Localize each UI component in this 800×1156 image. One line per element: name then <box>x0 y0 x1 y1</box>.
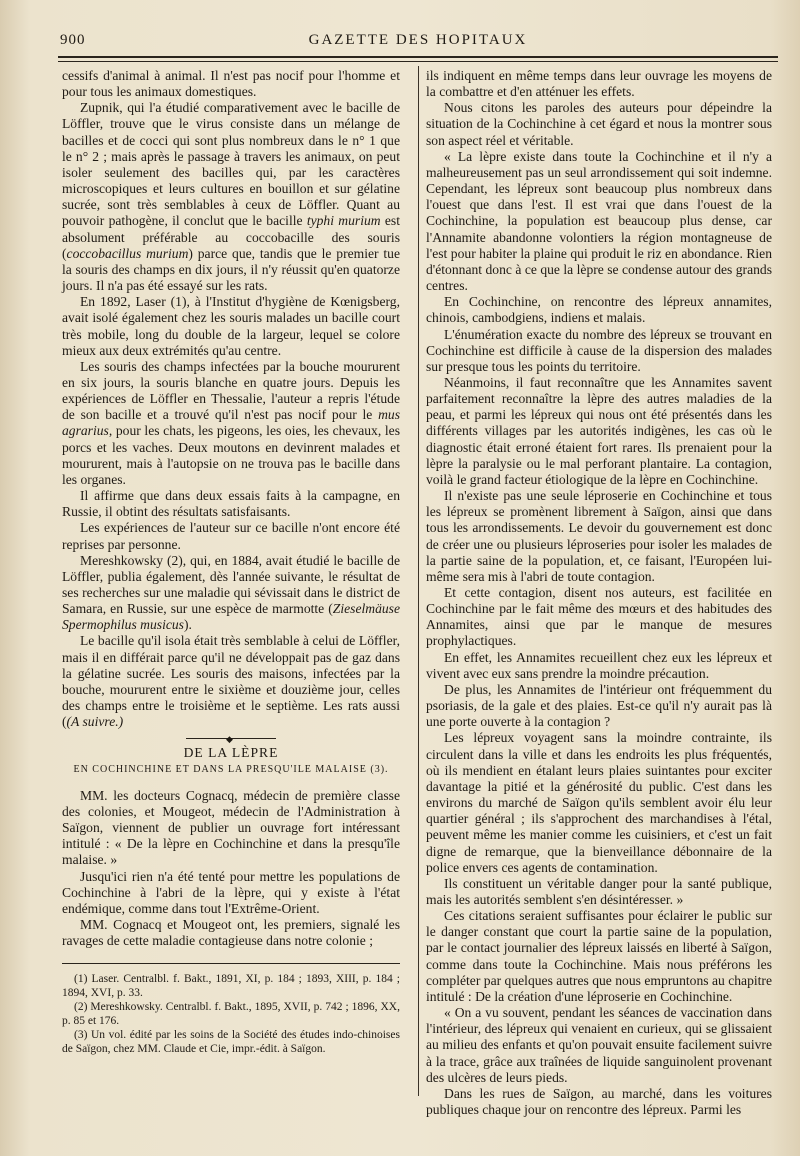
paragraph: Ils constituent un véritable danger pour la santé publique, mais les autorités semblent s'en désintéresser. » <box>426 875 772 907</box>
paragraph: Les lépreux voyagent sans la moindre contrainte, ils circulent dans la ville et dans les endroits les plus fréquentés, où ils mendient en étalant leurs plaies suintantes pour exciter davantage la pitié et la générosité du public. C'est dans les environs du marché de Saïgon qu'ils semblent avoir élu leur quartier général ; ils s'approchent des marchandises à l'étal, peuvent même les manier comme les cuisiniers, et c'est un fait digne de remarque, que la bienveillance débonnaire de la police envers ces agents de contamination. <box>426 730 772 875</box>
header-rule-thick <box>58 56 778 58</box>
section-subtitle: EN COCHINCHINE ET DANS LA PRESQU'ILE MALAISE (3). <box>73 763 389 775</box>
column-separator <box>418 66 419 1096</box>
footnote: (2) Mereshkowsky. Centralbl. f. Bakt., 1895, XVII, p. 742 ; 1896, XX, p. 85 et 176. <box>62 1001 400 1028</box>
footnote: (3) Un vol. édité par les soins de la Société des études indo-chinoises de Saïgon, chez MM. Claude et Cie, impr.-édit. à Saïgon. <box>62 1029 400 1056</box>
paragraph: ils indiquent en même temps dans leur ouvrage les moyens de la combattre et d'en atténuer les effets. <box>426 68 772 100</box>
footnote: (1) Laser. Centralbl. f. Bakt., 1891, XI, p. 184 ; 1893, XIII, p. 184 ; 1894, XVI, p. 33. <box>62 973 400 1000</box>
paragraph: Mereshkowsky (2), qui, en 1884, avait étudié le bacille de Löffler, publia également, dès l'année suivante, le résultat de ses recherches sur une maladie qui sévissait dans le district de Samara, en Russie, sur une espèce de marmotte (Zieselmäuse Spermophilus musicus). <box>62 552 400 633</box>
paragraph: Il n'existe pas une seule léproserie en Cochinchine et tous les lépreux se promènent librement à Saïgon, ainsi que dans tous les arrondissements. Le devoir du gouvernement est donc de créer une ou plusieurs léproseries pour isoler les malades de la partie saine de la population, et, ce faisant, l'Européen lui-même sera mis à l'abri de toute contagion. <box>426 488 772 584</box>
paragraph: Et cette contagion, disent nos auteurs, est facilitée en Cochinchine par le fait même des mœurs et des habitudes des Annamites, ainsi que par le manque de mesures prophylactiques. <box>426 585 772 649</box>
page-header <box>58 30 778 52</box>
paragraph: L'énumération exacte du nombre des lépreux se trouvant en Cochinchine est difficile à cause de la dispersion des malades sur presque tous les points du territoire. <box>426 326 772 374</box>
paragraph: En Cochinchine, on rencontre des lépreux annamites, chinois, cambodgiens, indiens et malais. <box>426 294 772 326</box>
paragraph: Néanmoins, il faut reconnaître que les Annamites savent parfaitement reconnaître la lèpre des autres maladies de la peau, et parmi les lépreux qui nous ont été présentés dans les différents villages par les autorités indigènes, les cas où le diagnostic était erroné étaient fort rares. Ils prenaient pour la lèpre la paralysie ou le mal perforant plantaire. La contagion, voilà le grand facteur étiologique de la lèpre en Cochinchine. <box>426 374 772 487</box>
paragraph: « La lèpre existe dans toute la Cochinchine et il n'y a malheureusement pas un seul arrondissement qui soit indemne. Cependant, les lépreux sont beaucoup plus nombreux dans l'ouest que dans l'est. Il est vrai que dans l'ouest de la Cochinchine, la population est beaucoup plus dense, car l'Annamite abandonne volontiers la région montagneuse de l'est pour habiter la plaine qui produit le riz en abondance. Rien d'étonnant donc à ce que la lèpre se condense autour des grands centres. <box>426 148 772 294</box>
paragraph: Jusqu'ici rien n'a été tenté pour mettre les populations de Cochinchine à l'abri de la lèpre, qui y existe à l'état endémique, comme dans tout l'Extrême-Orient. <box>62 868 400 916</box>
paragraph: « On a vu souvent, pendant les séances de vaccination dans l'intérieur, des lépreux qui venaient en curieux, qui se glissaient au milieu des enfants et qu'on pouvait ensuite facilement suivre à la trace, grâce aux traînées de liquide sanguinolent provenant des ulcères de leurs pieds. <box>426 1005 772 1085</box>
paragraph: Il affirme que dans deux essais faits à la campagne, en Russie, il obtint des résultats satisfaisants. <box>62 488 400 520</box>
paragraph: En 1892, Laser (1), à l'Institut d'hygiène de Kœnigsberg, avait isolé également chez les souris malades un bacille court très mobile, long du double de la largeur, lequel se colore mieux aux deux extrémités qu'au centre. <box>62 294 400 358</box>
page-number: 900 <box>60 32 86 48</box>
to-be-continued: (A suivre.) <box>66 714 124 730</box>
journal-title: GAZETTE DES HOPITAUX <box>308 32 528 48</box>
header-rule-thin <box>58 61 778 62</box>
paragraph: Le bacille qu'il isola était très semblable à celui de Löffler, mais il en différait parce qu'il ne développait pas de gaz dans la gélatine sucrée. Les souris des maisons, infectées par la bouche, moururent entre le sixième et douzième jour, celles des champs entre le troisième et le septième. Les rats aussi ((A suivre.) <box>62 633 400 730</box>
paragraph: MM. Cognacq et Mougeot ont, les premiers, signalé les ravages de cette maladie contagieuse dans notre colonie ; <box>62 916 400 949</box>
paragraph: Nous citons les paroles des auteurs pour dépeindre la situation de la Cochinchine à cet égard et nous la montrer sous son aspect réel et véritable. <box>426 100 772 148</box>
paragraph: MM. les docteurs Cognacq, médecin de première classe des colonies, et Mougeot, médecin de l'Administration à Saïgon, viennent de publier un ouvrage fort intéressant intitulé : « De la lèpre en Cochinchine et dans la presqu'île malaise. » <box>62 787 400 868</box>
right-column <box>426 68 772 1118</box>
paragraph: Dans les rues de Saïgon, au marché, dans les voitures publiques chaque jour on rencontre des lépreux. Parmi les <box>426 1085 772 1117</box>
paragraph: cessifs d'animal à animal. Il n'est pas nocif pour l'homme et pour tous les animaux domestiques. <box>62 68 400 100</box>
footnote-rule <box>62 963 400 964</box>
paragraph: Ces citations seraient suffisantes pour éclairer le public sur le danger constant que court la partie saine de la population, par le contact journalier des lépreux laissés en liberté à Saïgon, comme dans toute la Cochinchine. Mais nous préférons les compléter par quelques autres que nous empruntons au chapitre intitulé : De la création d'une léproserie en Cochinchine. <box>426 908 772 1004</box>
section-title: DE LA LÈPRE <box>183 745 279 761</box>
paragraph: De plus, les Annamites de l'intérieur ont fréquemment du psoriasis, de la gale et des plaies. Est-ce qu'il n'y aurait pas là une porte ouverte à la contagion ? <box>426 681 772 730</box>
paragraph: Zupnik, qui l'a étudié comparativement avec le bacille de Löffler, trouve que le virus consiste dans un mélange de bacilles et de cocci qui sont plus nombreux dans le n° 1 que le n° 2 ; mais après le passage à travers les animaux, on peut isoler seulement des bacilles qui, par les caractères microscopiques et leurs cultures en bouillon et sur gélatine sucrée, sont très semblables à ceux de Löffler. Quant au pouvoir pathogène, il conclut que le bacille typhi murium est absolument préférable au coccobacille des souris (coccobacillus murium) parce que, tandis que le premier tue la souris des champs en dix jours, il n'y réussit qu'en quatorze jours. Il n'a pas été essayé sur les rats. <box>62 100 401 294</box>
left-column <box>62 68 400 1056</box>
section-separator <box>186 738 276 739</box>
paragraph: Les expériences de l'auteur sur ce bacille n'ont encore été reprises par personne. <box>62 520 400 552</box>
paragraph: Les souris des champs infectées par la bouche moururent en six jours, la souris blanche en quatre jours. Depuis les expériences de Löffler en Thessalie, l'auteur a repris l'étude de son bacille et a trouvé qu'il n'est pas nocif pour le mus agrarius, pour les chats, les pigeons, les oies, les chevaux, les porcs et les vaches. Deux moutons en devinrent malades et moururent, mais à l'autopsie on ne trouva pas le bacille dans les organes. <box>62 358 400 487</box>
paragraph: En effet, les Annamites recueillent chez eux les lépreux et vivent avec eux sans prendre la moindre précaution. <box>426 649 772 681</box>
